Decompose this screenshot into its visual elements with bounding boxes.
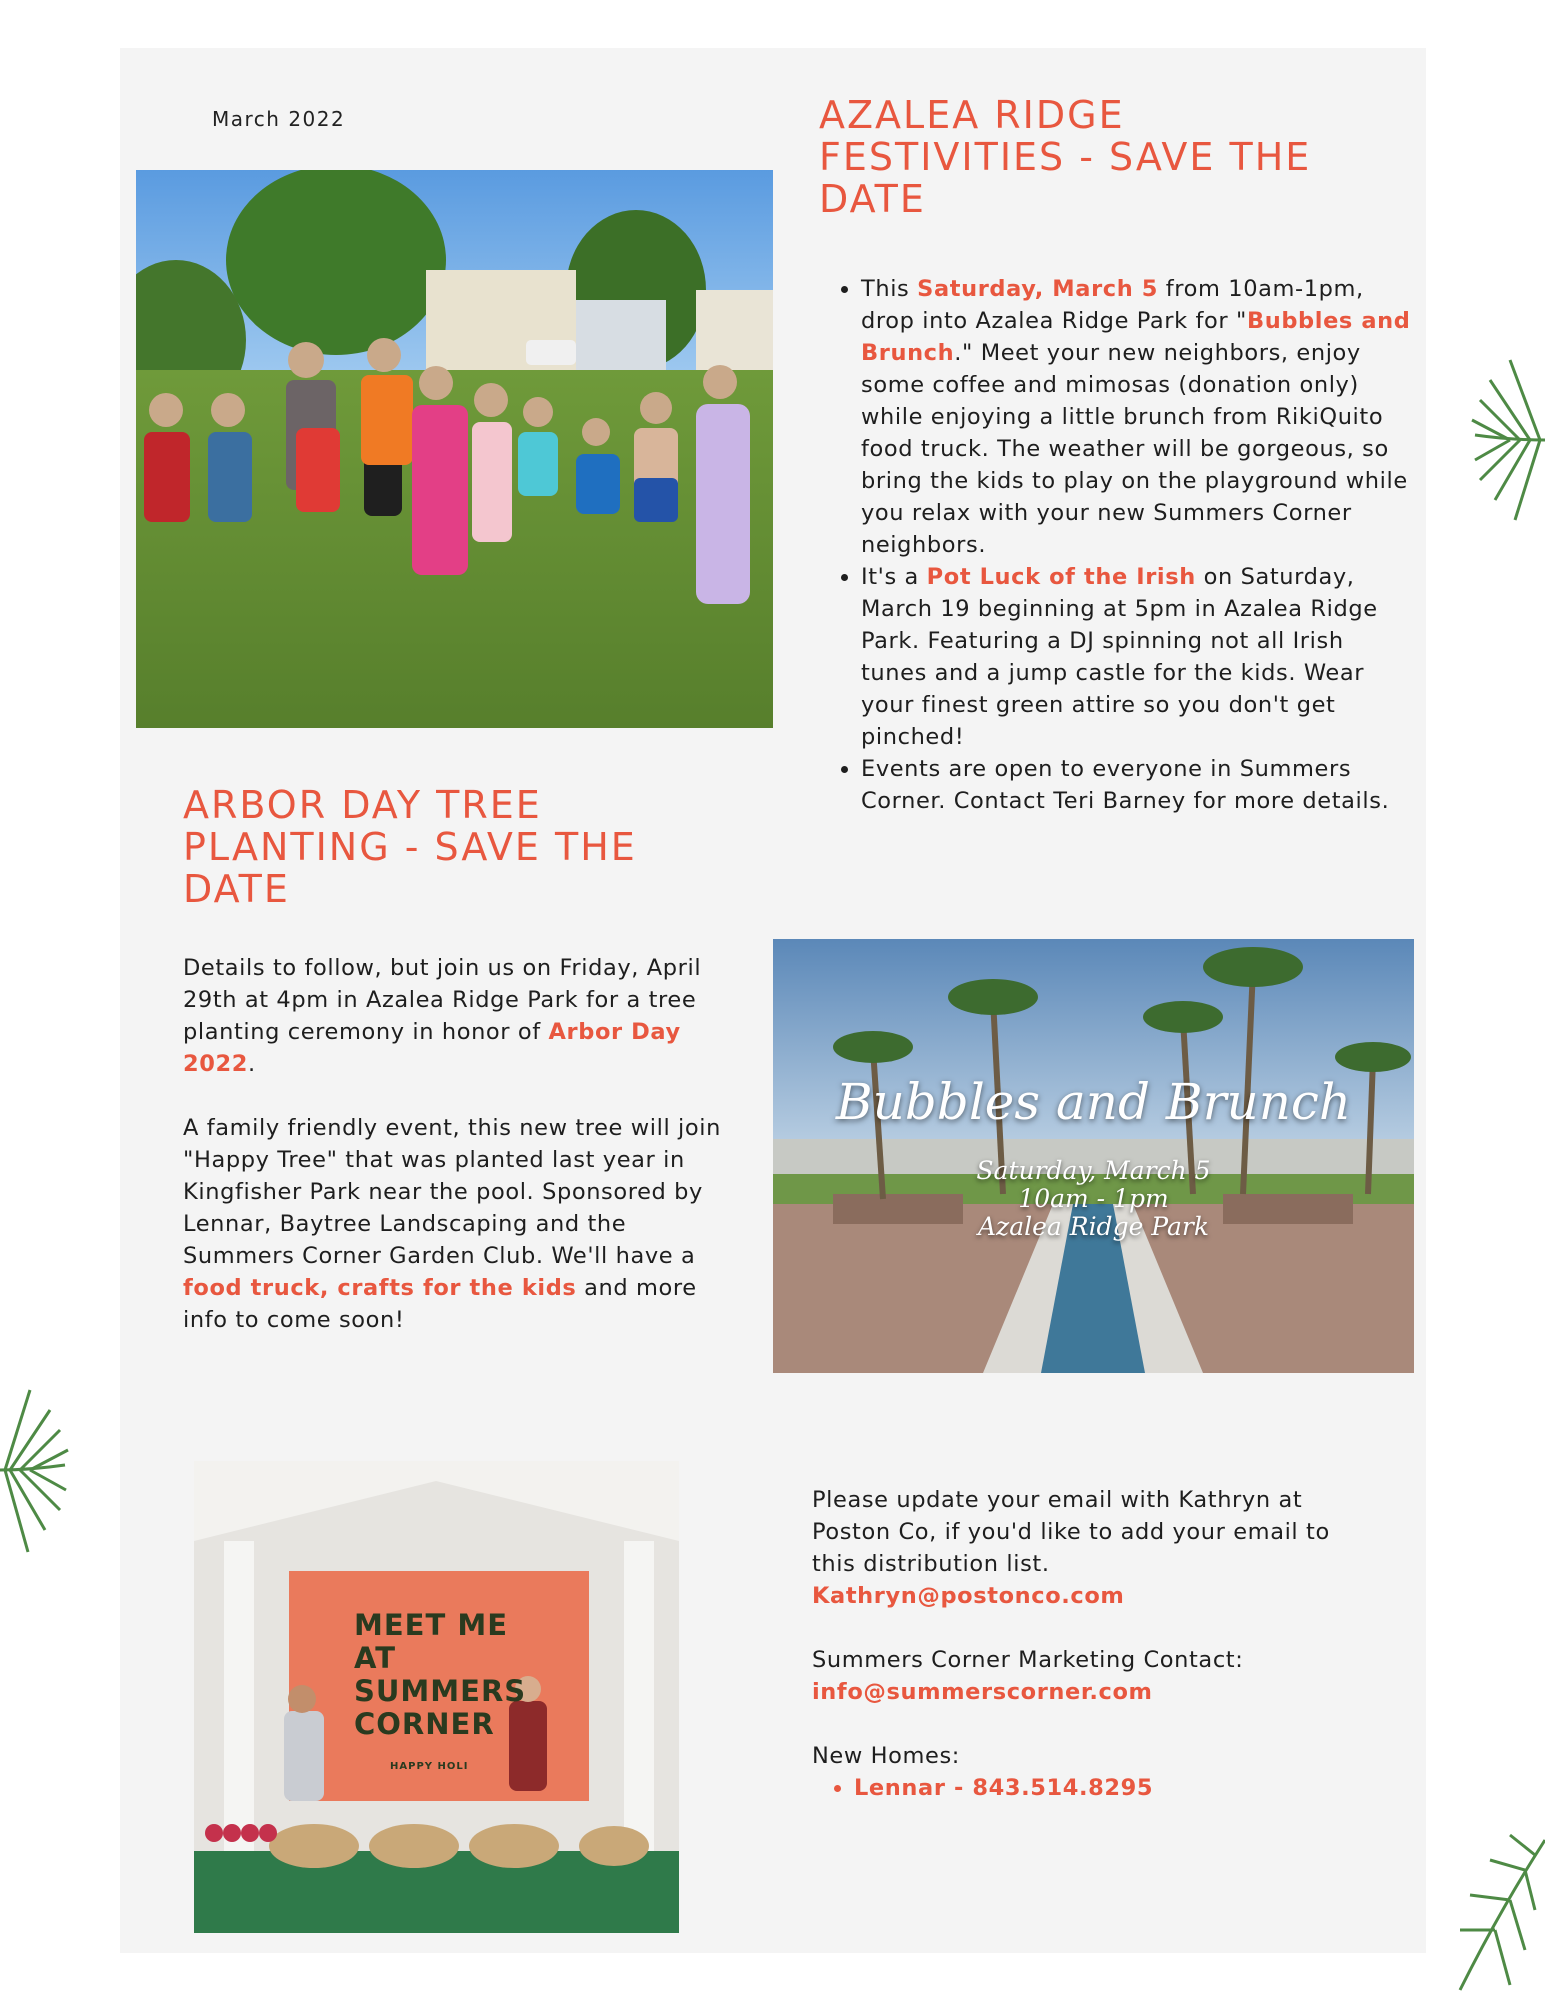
azalea-event-list	[819, 273, 1411, 817]
palm-leaf-icon	[0, 1380, 70, 1560]
email-update-note: Please update your email with Kathryn at Poston Co, if you'd like to add your email to this distribution list.	[812, 1487, 1330, 1577]
issue-date: March 2022	[212, 107, 346, 131]
flyer-title: Bubbles and Brunch	[835, 1073, 1352, 1131]
flyer-time: 10am - 1pm	[1018, 1184, 1169, 1213]
market-sign-small: HAPPY HOLI	[390, 1761, 469, 1772]
new-homes-label: New Homes:	[812, 1743, 960, 1769]
kathryn-email-link[interactable]: Kathryn@postonco.com	[812, 1583, 1125, 1609]
arbor-paragraph-2: A family friendly event, this new tree will join "Happy Tree" that was planted last year in Kingfisher Park near the pool. Sponsored by Lennar, Baytree Landscaping and the Summers Corner Garden Club. We'll have a food truck, crafts for the kids and more info to come soon!	[183, 1115, 721, 1333]
flyer-date: Saturday, March 5	[976, 1156, 1211, 1185]
palm-leaf-icon	[1470, 340, 1545, 540]
flyer-location: Azalea Ridge Park	[977, 1212, 1210, 1241]
azalea-heading: AZALEA RIDGE FESTIVITIES - SAVE THE DATE	[819, 93, 1312, 221]
contact-section	[812, 1484, 1372, 1804]
market-sign: MEET ME AT SUMMERS CORNER	[354, 1608, 527, 1741]
palm-leaf-icon	[1450, 1800, 1545, 2000]
list-item: • This Saturday, March 5 from 10am-1pm, drop into Azalea Ridge Park for "Bubbles and Brunch." Meet your new neighbors, enjoy some coffee and mimosas (donation only) while enjoying a little brunch from RikiQuito food truck. The weather will be gorgeous, so bring the kids to play on the playground while you relax with your new Summers Corner neighbors.	[861, 273, 1411, 561]
marketing-contact-label: Summers Corner Marketing Contact:	[812, 1647, 1244, 1673]
marketing-email-link[interactable]: info@summerscorner.com	[812, 1679, 1153, 1705]
arbor-heading: ARBOR DAY TREE PLANTING - SAVE THE DATE	[183, 783, 637, 911]
list-item: • Events are open to everyone in Summers Corner. Contact Teri Barney for more details.	[861, 753, 1411, 817]
farmers-market-photo	[194, 1461, 679, 1933]
kids-group-photo	[136, 170, 773, 728]
list-item: • It's a Pot Luck of the Irish on Saturday, March 19 beginning at 5pm in Azalea Ridge Park. Featuring a DJ spinning not all Irish tunes and a jump castle for the kids. Wear your finest green attire so you don't get pinched!	[861, 561, 1411, 753]
lennar-contact: • Lennar - 843.514.8295	[854, 1772, 1372, 1804]
arbor-details	[183, 952, 743, 1336]
arbor-paragraph-1: Details to follow, but join us on Friday, April 29th at 4pm in Azalea Ridge Park for a tree planting ceremony in honor of Arbor Day 2022.	[183, 955, 702, 1077]
bubbles-brunch-flyer	[773, 939, 1414, 1373]
